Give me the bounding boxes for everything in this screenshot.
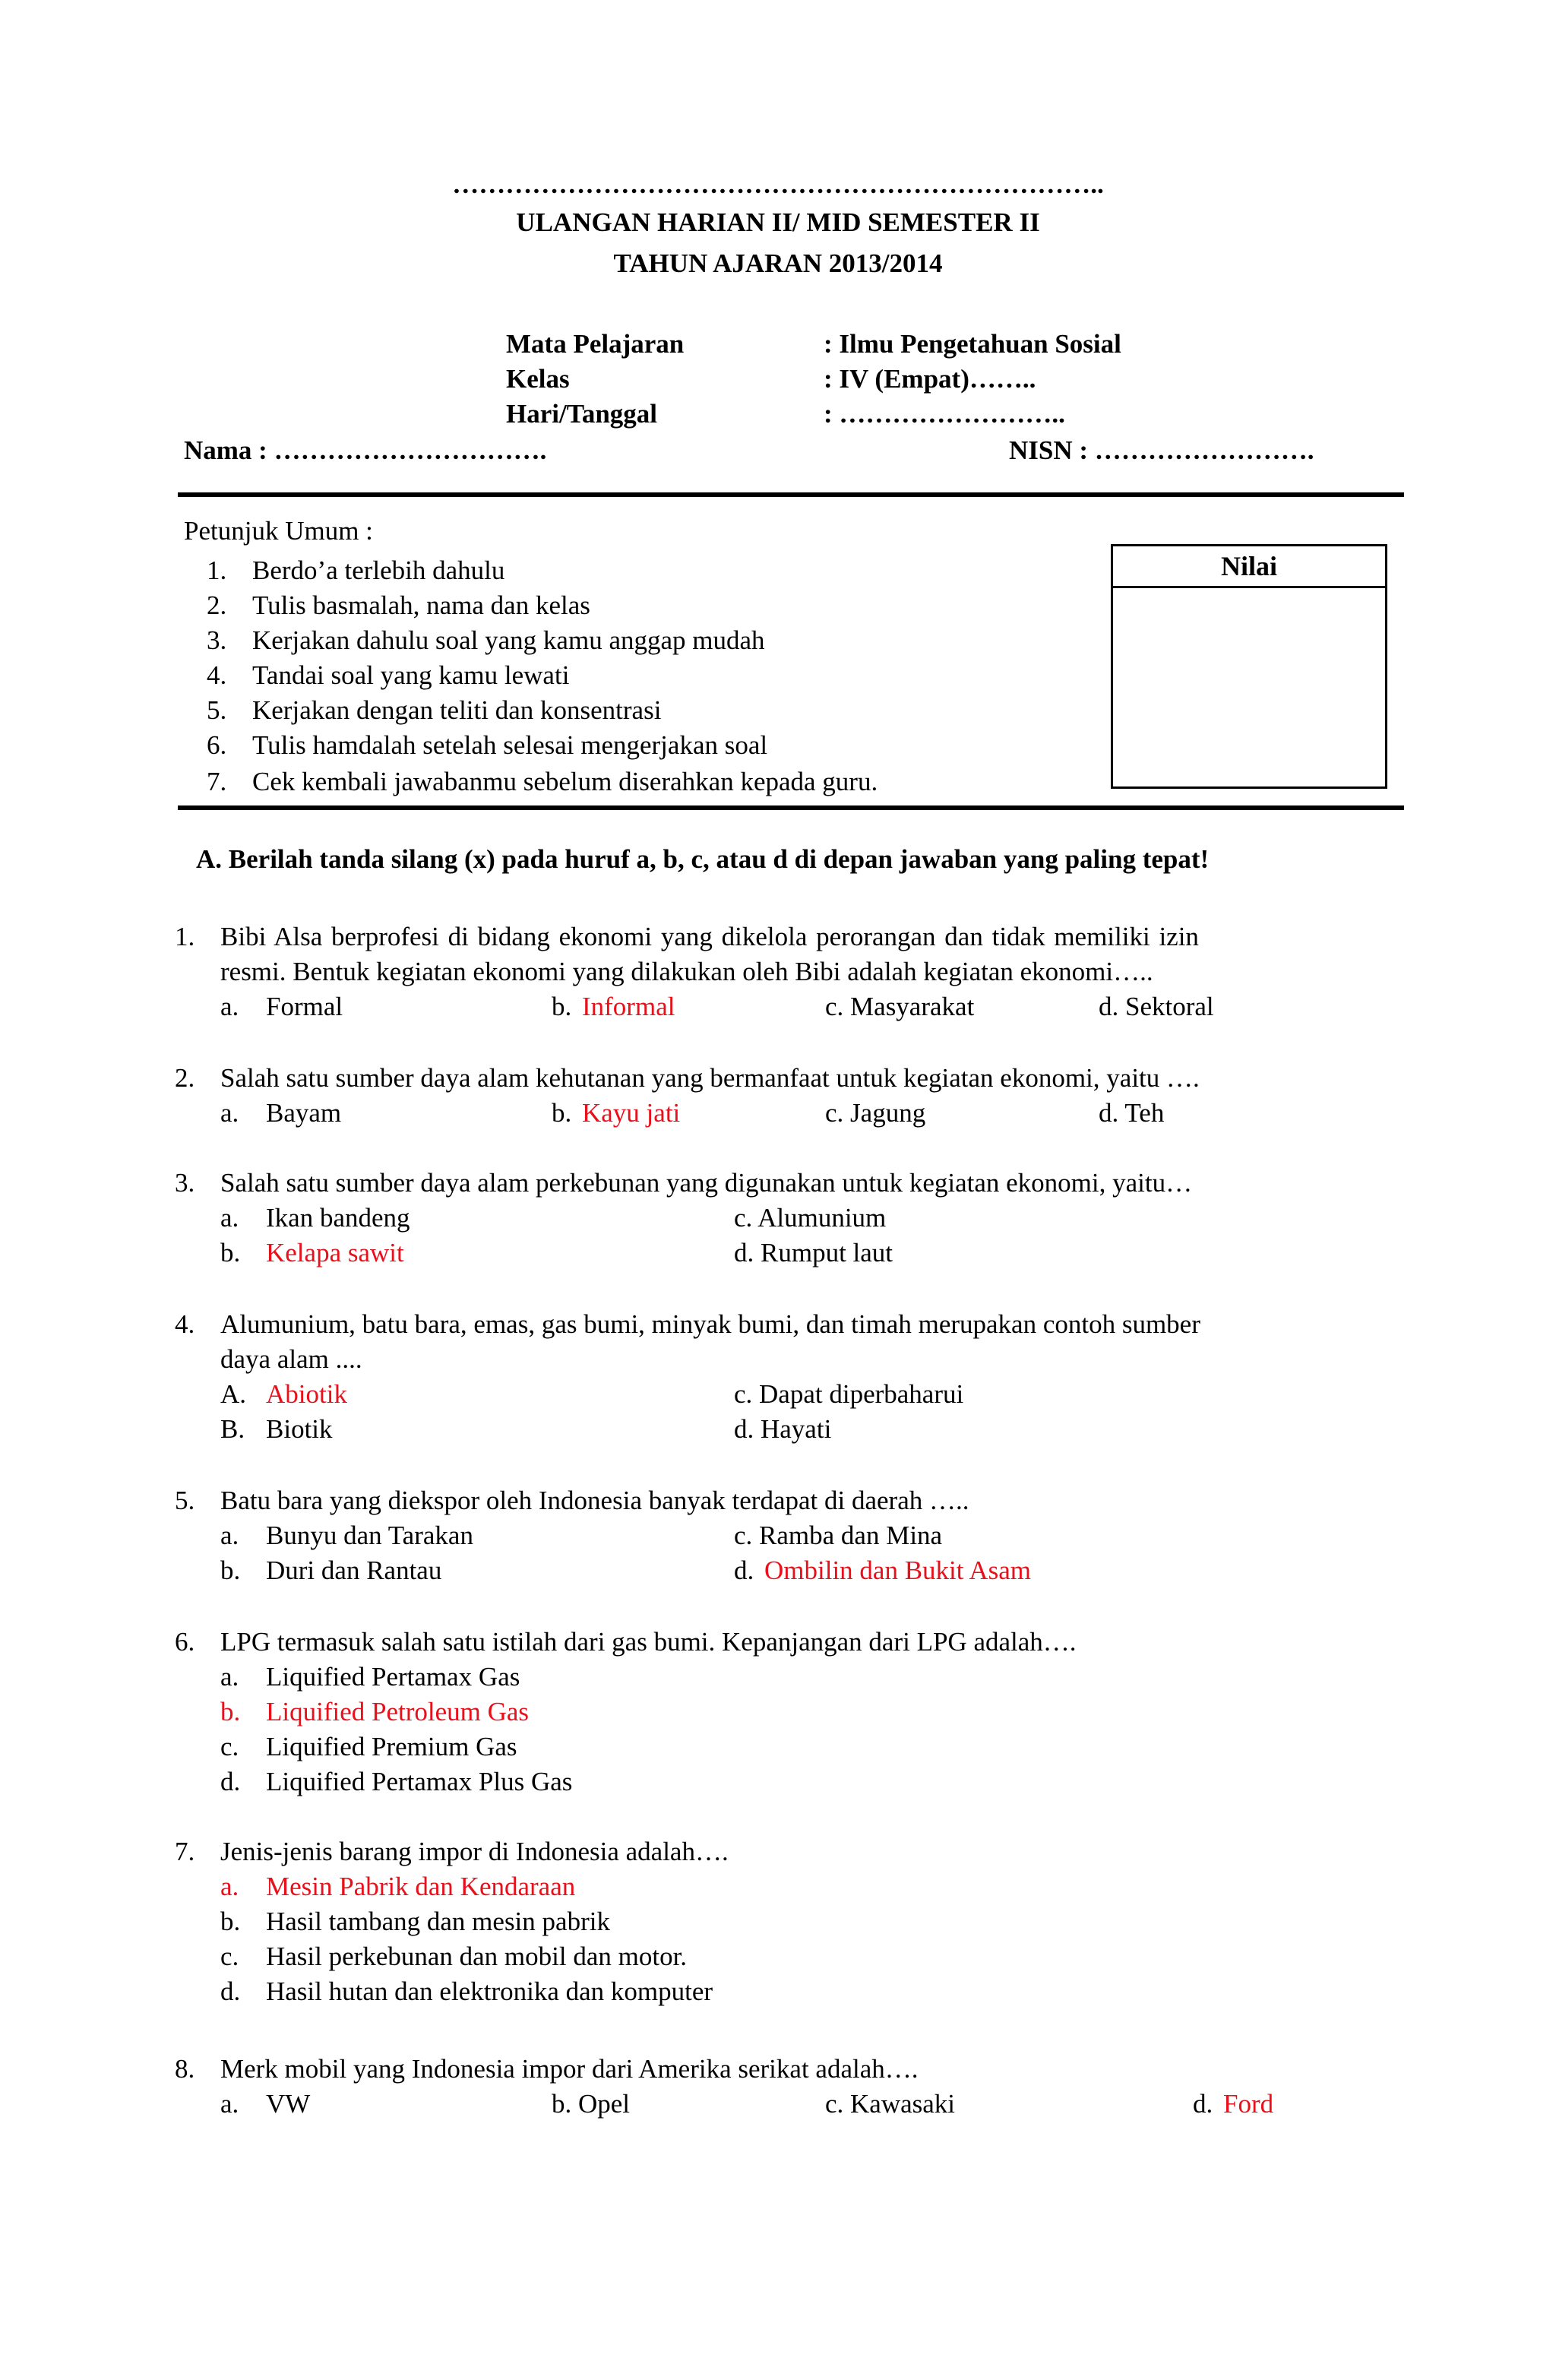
option-b-correct: Kelapa sawit — [266, 1238, 404, 1268]
option-c: c. Ramba dan Mina — [734, 1521, 943, 1550]
option-letter: c. — [220, 1942, 239, 1971]
option-letter: b. — [220, 1556, 241, 1585]
instruction-item: Berdo’a terlebih dahulu — [252, 555, 505, 585]
question-number: 5. — [175, 1486, 195, 1515]
instructions-title: Petunjuk Umum : — [184, 516, 373, 546]
instruction-item: Tulis basmalah, nama dan kelas — [252, 590, 590, 620]
question-number: 6. — [175, 1627, 195, 1657]
option-letter: a. — [220, 2089, 239, 2119]
option-a: Bunyu dan Tarakan — [266, 1521, 473, 1550]
option-b-correct: Kayu jati — [582, 1098, 681, 1128]
name-field: Nama : …………………………. — [184, 435, 547, 465]
option-c: c. Masyarakat — [825, 992, 975, 1021]
option-letter: b. — [220, 1907, 241, 1936]
instruction-item: Tulis hamdalah setelah selesai mengerjakan soal — [252, 730, 768, 760]
exam-title: ULANGAN HARIAN II/ MID SEMESTER II — [516, 207, 1040, 237]
option-letter: c. — [220, 1732, 239, 1761]
field-value-subject: : Ilmu Pengetahuan Sosial — [824, 329, 1121, 359]
option-b-correct: Informal — [582, 992, 675, 1021]
score-box-label: Nilai — [1113, 546, 1385, 588]
instruction-item: Cek kembali jawabanmu sebelum diserahkan kepada guru. — [252, 767, 878, 796]
option-a-correct: Mesin Pabrik dan Kendaraan — [266, 1872, 576, 1901]
instruction-number: 2. — [207, 590, 227, 620]
question-number: 1. — [175, 922, 195, 951]
option-letter: b. — [220, 1697, 241, 1726]
question-number: 2. — [175, 1063, 195, 1093]
instruction-item: Kerjakan dengan teliti dan konsentrasi — [252, 695, 662, 725]
option-letter: a. — [220, 1203, 239, 1233]
option-letter: d. — [220, 1767, 241, 1796]
option-a-correct: Abiotik — [266, 1379, 347, 1409]
option-c: c. Alumunium — [734, 1203, 887, 1233]
instruction-number: 7. — [207, 767, 227, 796]
option-b: b. Opel — [552, 2089, 631, 2119]
nisn-field: NISN : ……………………. — [1009, 435, 1314, 465]
option-d: Liquified Pertamax Plus Gas — [266, 1767, 573, 1796]
option-letter: d. — [220, 1976, 241, 2006]
question-number: 4. — [175, 1309, 195, 1339]
option-letter: d. — [1193, 2089, 1213, 2119]
question-number: 7. — [175, 1837, 195, 1866]
header-dots: ……………………………………………………………….. — [452, 169, 1104, 199]
option-letter: a. — [220, 1662, 239, 1692]
score-box — [1111, 544, 1387, 789]
field-label-class: Kelas — [506, 364, 570, 394]
instruction-number: 5. — [207, 695, 227, 725]
header-divider — [178, 492, 1404, 497]
question-text: daya alam .... — [220, 1344, 362, 1374]
question-number: 3. — [175, 1168, 195, 1198]
option-a: Ikan bandeng — [266, 1203, 410, 1233]
school-year: TAHUN AJARAN 2013/2014 — [613, 248, 943, 278]
option-b: Biotik — [266, 1414, 333, 1444]
option-c: c. Dapat diperbaharui — [734, 1379, 964, 1409]
option-c: c. Kawasaki — [825, 2089, 956, 2119]
option-d-correct: Ford — [1223, 2089, 1274, 2119]
instruction-number: 3. — [207, 625, 227, 655]
option-b: Duri dan Rantau — [266, 1556, 442, 1585]
option-b-correct: Liquified Petroleum Gas — [266, 1697, 530, 1726]
option-d: d. Sektoral — [1099, 992, 1214, 1021]
option-letter: d. — [734, 1556, 754, 1585]
question-text: Alumunium, batu bara, emas, gas bumi, minyak bumi, dan timah merupakan contoh sumber — [220, 1309, 1200, 1339]
question-text: Salah satu sumber daya alam kehutanan yang bermanfaat untuk kegiatan ekonomi, yaitu …. — [220, 1063, 1200, 1093]
question-text: LPG termasuk salah satu istilah dari gas bumi. Kepanjangan dari LPG adalah…. — [220, 1627, 1077, 1657]
option-d: d. Teh — [1099, 1098, 1165, 1128]
option-letter: b. — [220, 1238, 241, 1268]
option-letter: b. — [552, 1098, 572, 1128]
option-a: Bayam — [266, 1098, 342, 1128]
instruction-number: 1. — [207, 555, 227, 585]
instruction-item: Kerjakan dahulu soal yang kamu anggap mudah — [252, 625, 765, 655]
option-c: Hasil perkebunan dan mobil dan motor. — [266, 1942, 688, 1971]
option-d: d. Rumput laut — [734, 1238, 893, 1268]
field-value-class: : IV (Empat)…….. — [824, 364, 1036, 394]
option-letter: B. — [220, 1414, 245, 1444]
question-text: resmi. Bentuk kegiatan ekonomi yang dilakukan oleh Bibi adalah kegiatan ekonomi….. — [220, 957, 1153, 986]
option-letter: a. — [220, 1872, 239, 1901]
option-b: Hasil tambang dan mesin pabrik — [266, 1907, 610, 1936]
option-letter: a. — [220, 1521, 239, 1550]
question-text: Bibi Alsa berprofesi di bidang ekonomi yang dikelola perorangan dan tidak memiliki izin — [220, 922, 1199, 951]
option-c: Liquified Premium Gas — [266, 1732, 517, 1761]
instruction-number: 4. — [207, 660, 227, 690]
question-number: 8. — [175, 2054, 195, 2084]
question-text: Batu bara yang diekspor oleh Indonesia banyak terdapat di daerah ….. — [220, 1486, 969, 1515]
option-d: Hasil hutan dan elektronika dan komputer — [266, 1976, 713, 2006]
field-value-date: : …………………….. — [824, 399, 1065, 429]
option-d-correct: Ombilin dan Bukit Asam — [764, 1556, 1031, 1585]
field-label-subject: Mata Pelajaran — [506, 329, 685, 359]
question-text: Merk mobil yang Indonesia impor dari Amerika serikat adalah…. — [220, 2054, 919, 2084]
option-a: Liquified Pertamax Gas — [266, 1662, 520, 1692]
option-letter: a. — [220, 992, 239, 1021]
option-letter: b. — [552, 992, 572, 1021]
option-a: VW — [266, 2089, 311, 2119]
section-a-instruction: A. Berilah tanda silang (x) pada huruf a, b, c, atau d di depan jawaban yang paling tepat! — [196, 844, 1210, 874]
question-text: Salah satu sumber daya alam perkebunan yang digunakan untuk kegiatan ekonomi, yaitu… — [220, 1168, 1193, 1198]
instruction-number: 6. — [207, 730, 227, 760]
option-letter: a. — [220, 1098, 239, 1128]
option-c: c. Jagung — [825, 1098, 926, 1128]
question-text: Jenis-jenis barang impor di Indonesia adalah…. — [220, 1837, 729, 1866]
option-d: d. Hayati — [734, 1414, 832, 1444]
option-letter: A. — [220, 1379, 247, 1409]
option-a: Formal — [266, 992, 343, 1021]
field-label-date: Hari/Tanggal — [506, 399, 658, 429]
instruction-item: Tandai soal yang kamu lewati — [252, 660, 570, 690]
instructions-divider — [178, 805, 1404, 810]
